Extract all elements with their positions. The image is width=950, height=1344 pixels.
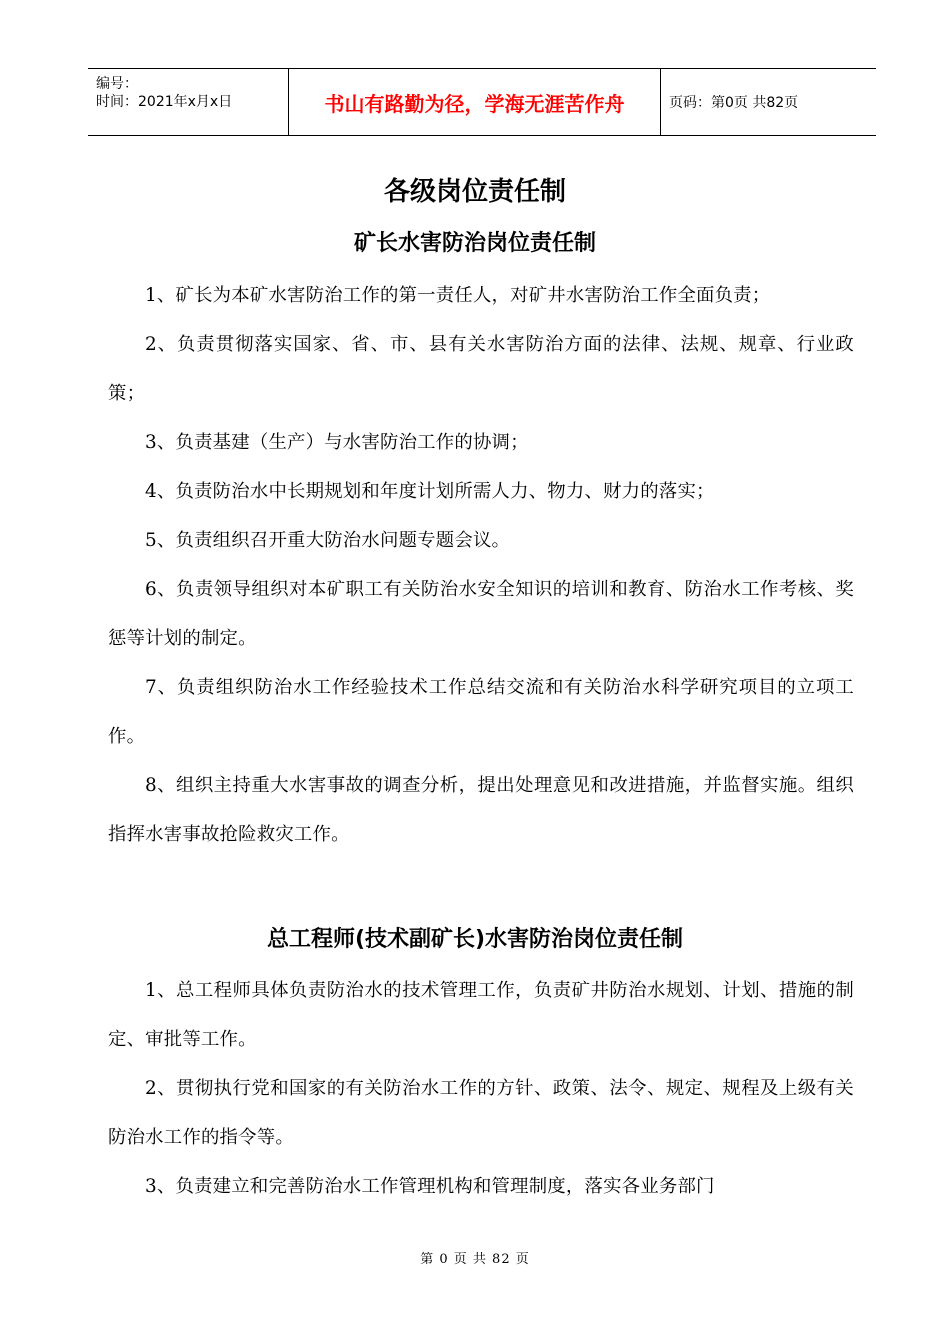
header-time: 时间：2021年x月x日 bbox=[96, 94, 233, 110]
page-header bbox=[88, 68, 876, 136]
list-item: 6、负责领导组织对本矿职工有关防治水安全知识的培训和教育、防治水工作考核、奖惩等计划的制定。 bbox=[108, 579, 854, 649]
list-item: 5、负责组织召开重大防治水问题专题会议。 bbox=[145, 530, 511, 551]
section-body-chief-engineer bbox=[108, 966, 854, 1211]
list-item: 4、负责防治水中长期规划和年度计划所需人力、物力、财力的落实； bbox=[145, 481, 715, 502]
list-item: 1、矿长为本矿水害防治工作的第一责任人，对矿井水害防治工作全面负责； bbox=[145, 285, 771, 306]
section-title-chief-engineer: 总工程师(技术副矿长)水害防治岗位责任制 bbox=[266, 927, 684, 952]
header-motto: 书山有路勤为径，学海无涯苦作舟 bbox=[288, 69, 661, 135]
section-body-mine-director bbox=[108, 271, 854, 859]
header-meta bbox=[88, 69, 288, 135]
header-number: 编号： bbox=[96, 76, 138, 92]
list-item: 2、贯彻执行党和国家的有关防治水工作的方针、政策、法令、规定、规程及上级有关防治水工作的指令等。 bbox=[108, 1078, 854, 1148]
document-title: 各级岗位责任制 bbox=[383, 177, 566, 207]
list-item: 8、组织主持重大水害事故的调查分析，提出处理意见和改进措施，并监督实施。组织指挥水害事故抢险救灾工作。 bbox=[108, 775, 854, 845]
list-item: 2、负责贯彻落实国家、省、市、县有关水害防治方面的法律、法规、规章、行业政策； bbox=[108, 334, 854, 404]
section-title-mine-director: 矿长水害防治岗位责任制 bbox=[353, 231, 596, 256]
list-item: 3、负责建立和完善防治水工作管理机构和管理制度，落实各业务部门 bbox=[145, 1176, 715, 1197]
page-footer: 第 0 页 共 82 页 bbox=[420, 1252, 530, 1267]
list-item: 3、负责基建（生产）与水害防治工作的协调； bbox=[145, 432, 529, 453]
header-page-info: 页码：第0页 共82页 bbox=[669, 95, 799, 111]
list-item: 1、总工程师具体负责防治水的技术管理工作，负责矿井防治水规划、计划、措施的制定、审批等工作。 bbox=[108, 980, 854, 1050]
list-item: 7、负责组织防治水工作经验技术工作总结交流和有关防治水科学研究项目的立项工作。 bbox=[108, 677, 854, 747]
